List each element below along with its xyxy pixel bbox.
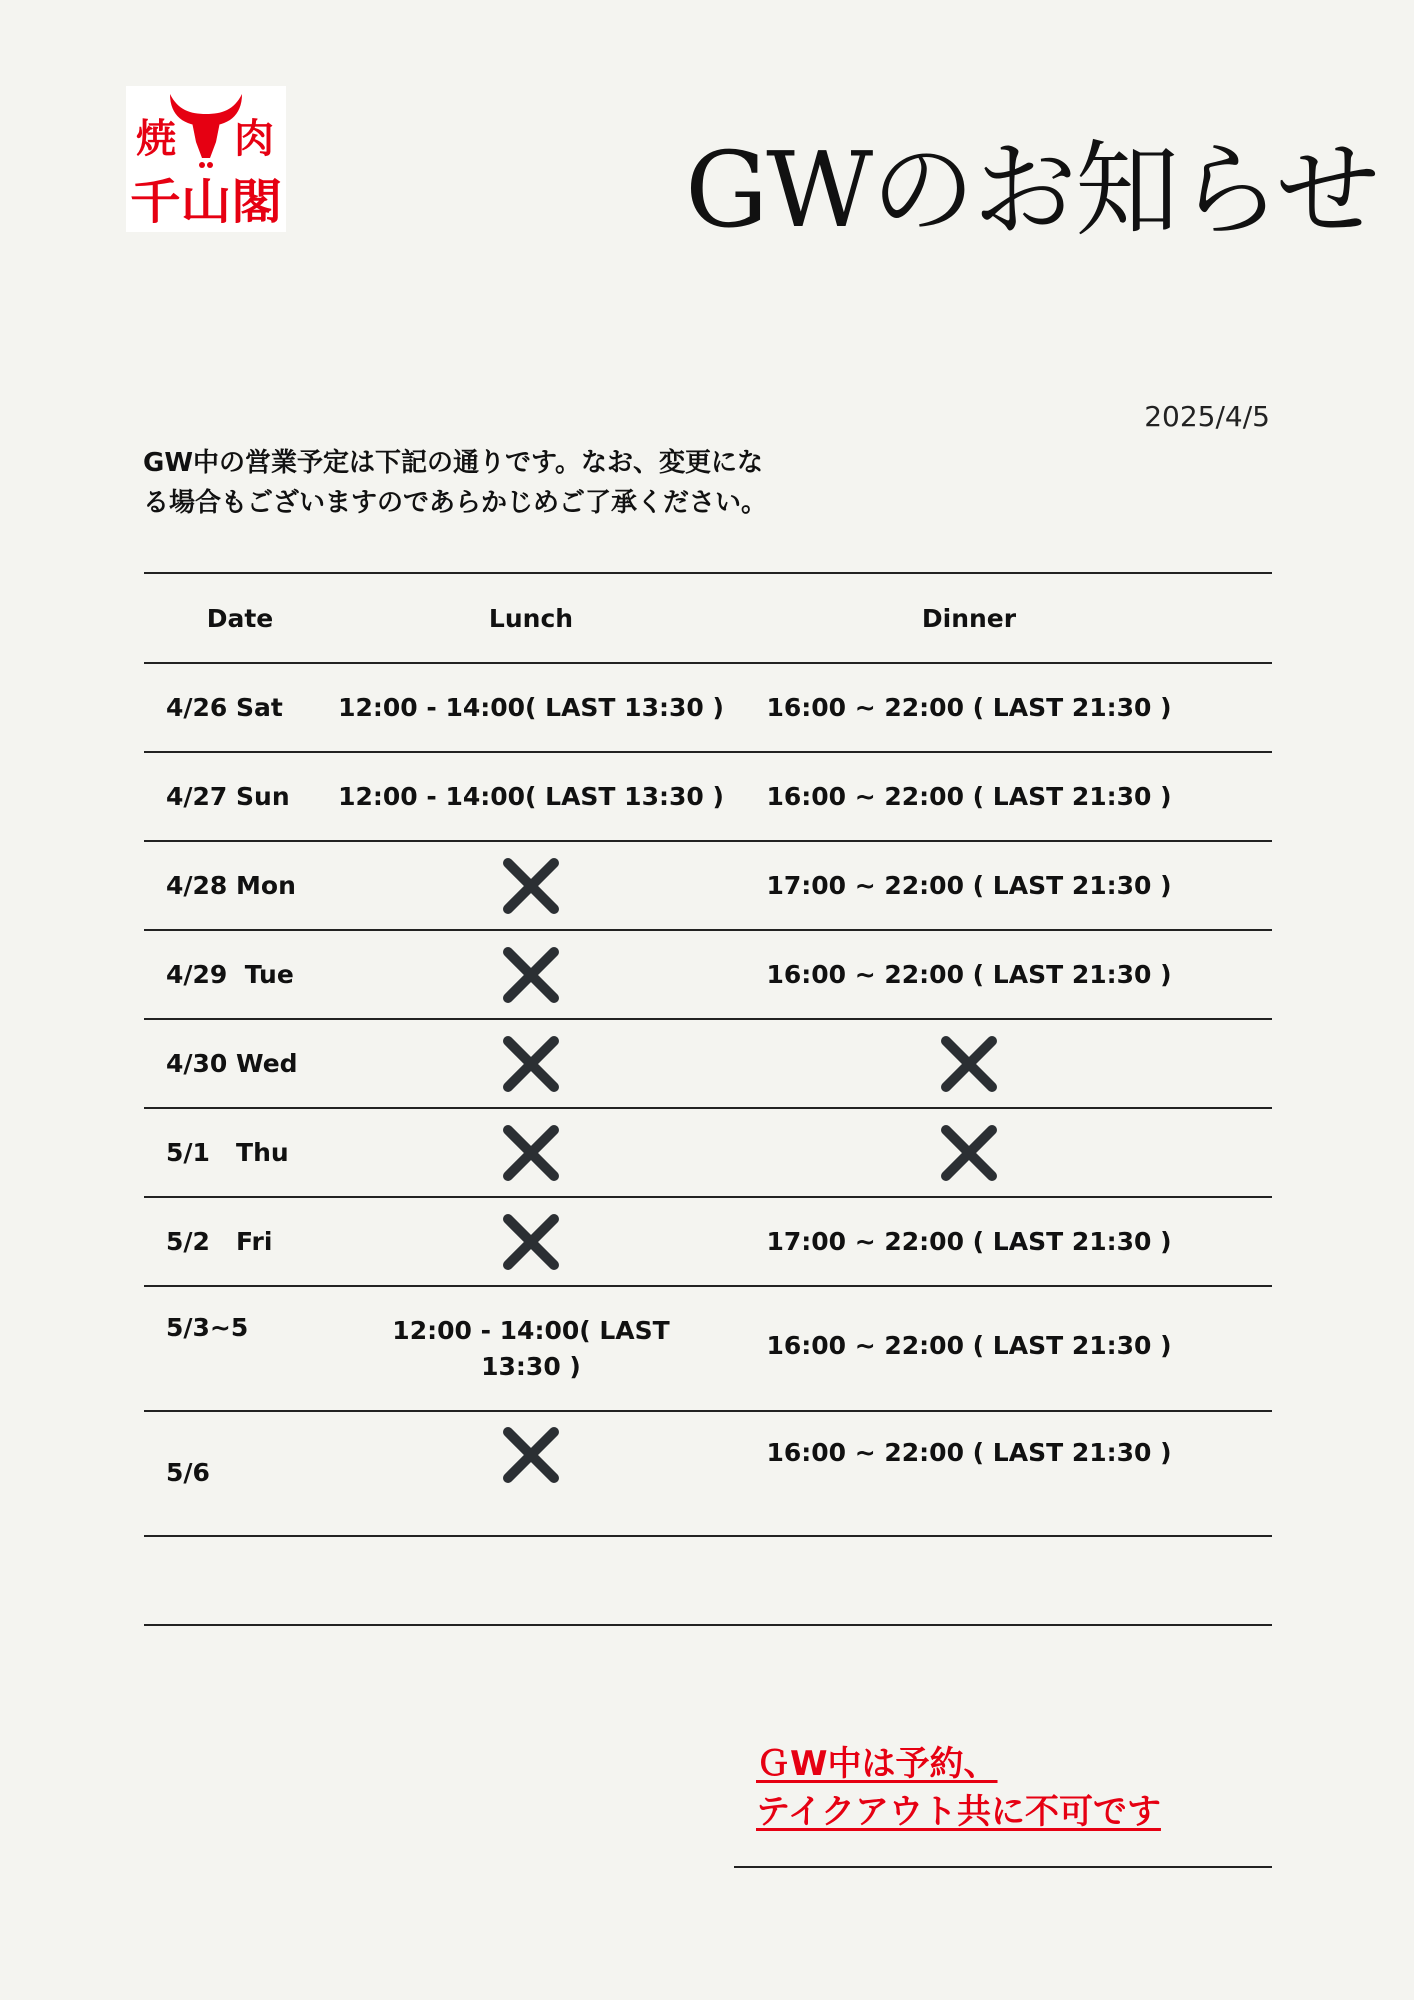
row-date: 4/28 Mon <box>166 871 296 900</box>
table-row <box>144 662 1272 751</box>
table-row <box>144 1018 1272 1107</box>
schedule-table <box>144 572 1272 1626</box>
notice-line-1: ＧW中は予約、 <box>756 1744 998 1784</box>
bull-head-icon <box>126 86 286 232</box>
row-date: 5/6 <box>166 1458 210 1487</box>
logo-char-niku: 肉 <box>234 115 274 162</box>
notice-date: 2025/4/5 <box>1144 400 1270 433</box>
header-dinner: Dinner <box>921 603 1017 633</box>
intro-line-1: GW中の営業予定は下記の通りです。なお、変更にな <box>143 448 763 478</box>
table-row <box>144 929 1272 1018</box>
row-lunch-closed <box>336 1033 726 1095</box>
row-lunch: 12:00 - 14:00( LAST 13:30 ) <box>338 782 724 811</box>
cross-icon <box>938 1033 1000 1095</box>
header-date: Date <box>206 603 274 633</box>
row-date: 4/30 Wed <box>166 1049 298 1078</box>
intro-line-2: る場合もございますのであらかじめご了承ください。 <box>143 488 768 518</box>
table-row-empty <box>144 1535 1272 1626</box>
cross-icon <box>500 1211 562 1273</box>
row-lunch: 12:00 - 14:00( LAST 13:30 ) <box>338 693 724 722</box>
row-dinner: 16:00 ~ 22:00 ( LAST 21:30 ) <box>766 782 1172 811</box>
table-header-row <box>144 572 1272 662</box>
row-date: 5/3~5 <box>166 1313 249 1342</box>
row-dinner: 16:00 ~ 22:00 ( LAST 21:30 ) <box>766 1438 1172 1467</box>
row-date: 5/1 Thu <box>166 1138 289 1167</box>
row-dinner: 17:00 ~ 22:00 ( LAST 21:30 ) <box>766 1227 1172 1256</box>
cross-icon <box>500 944 562 1006</box>
row-date: 4/26 Sat <box>166 693 283 722</box>
cross-icon <box>500 1033 562 1095</box>
page-title: GWのお知らせ <box>685 129 1378 251</box>
cross-icon <box>938 1122 1000 1184</box>
row-lunch-closed <box>336 944 726 1006</box>
table-row <box>144 1107 1272 1196</box>
row-lunch-closed <box>336 1412 726 1486</box>
cross-icon <box>500 1122 562 1184</box>
table-row <box>144 1410 1272 1535</box>
notice-divider <box>734 1866 1272 1868</box>
row-dinner: 16:00 ~ 22:00 ( LAST 21:30 ) <box>766 693 1172 722</box>
row-dinner-closed <box>726 1122 1206 1184</box>
intro-text <box>143 443 843 523</box>
row-dinner: 16:00 ~ 22:00 ( LAST 21:30 ) <box>766 960 1172 989</box>
reservation-notice <box>756 1740 1161 1836</box>
logo-name: 千山閣 <box>130 174 282 230</box>
header-lunch: Lunch <box>488 603 574 633</box>
table-row <box>144 751 1272 840</box>
logo-char-yaki: 焼 <box>136 115 176 162</box>
row-lunch-closed <box>336 1211 726 1273</box>
row-date: 4/27 Sun <box>166 782 290 811</box>
row-dinner-closed <box>726 1033 1206 1095</box>
notice-line-2: テイクアウト共に不可です <box>756 1792 1161 1832</box>
row-dinner: 16:00 ~ 22:00 ( LAST 21:30 ) <box>766 1331 1172 1360</box>
restaurant-logo <box>126 86 286 232</box>
table-row <box>144 1285 1272 1410</box>
row-lunch-closed <box>336 1122 726 1184</box>
row-date: 5/2 Fri <box>166 1227 273 1256</box>
table-row <box>144 1196 1272 1285</box>
table-row <box>144 840 1272 929</box>
row-date: 4/29 Tue <box>166 960 294 989</box>
row-lunch-closed <box>336 855 726 917</box>
row-lunch: 12:00 - 14:00( LAST 13:30 ) <box>392 1316 670 1381</box>
cross-icon <box>500 1424 562 1486</box>
row-dinner: 17:00 ~ 22:00 ( LAST 21:30 ) <box>766 871 1172 900</box>
cross-icon <box>500 855 562 917</box>
